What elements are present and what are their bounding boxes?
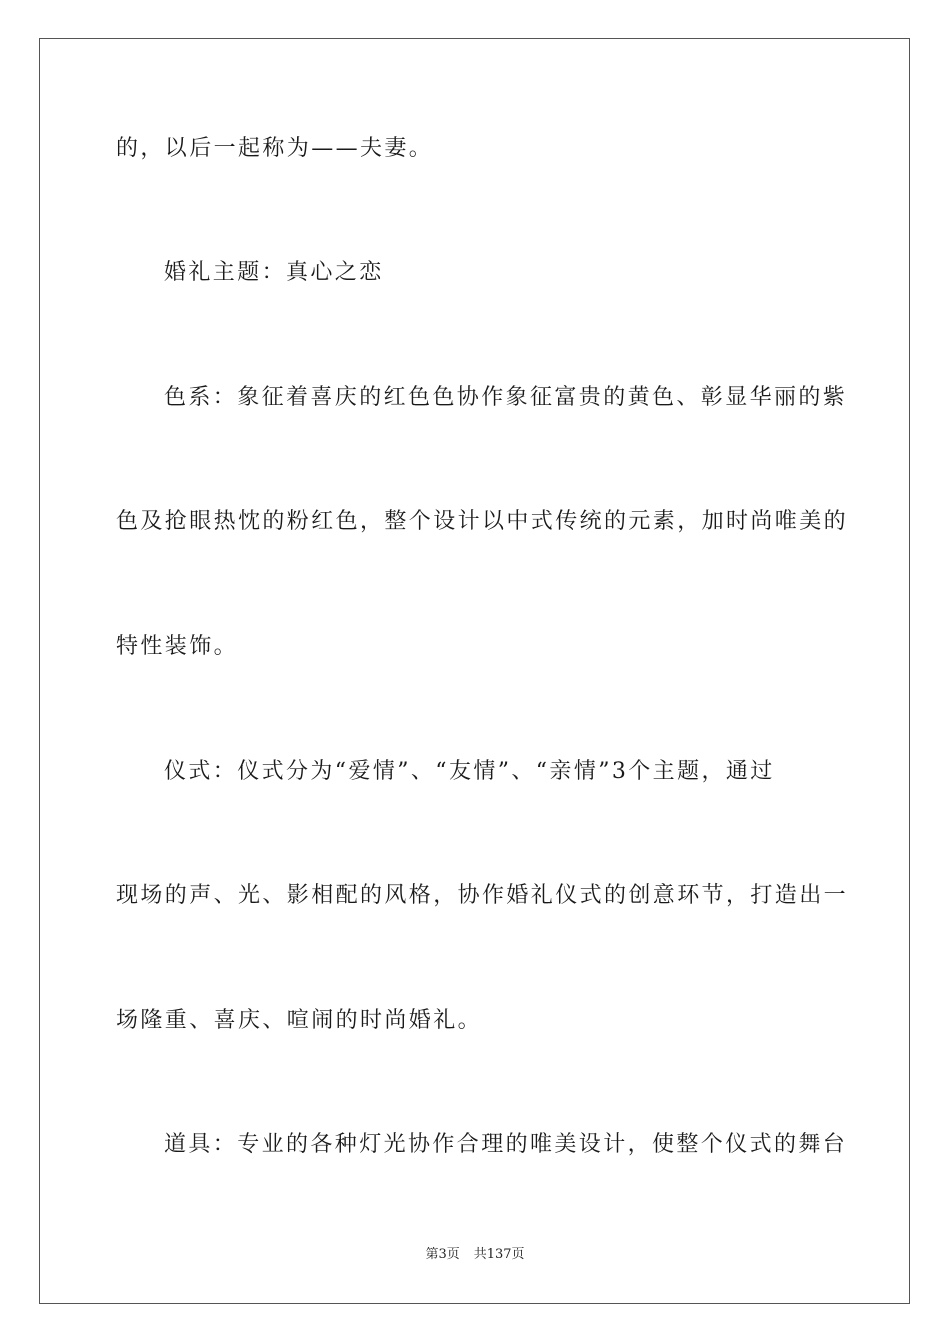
body-text-line: 道具：专业的各种灯光协作合理的唯美设计，使整个仪式的舞台 [164, 1132, 848, 1157]
body-text-line: 色及抢眼热忱的粉红色，整个设计以中式传统的元素，加时尚唯美的 [116, 509, 849, 534]
page-footer [0, 1246, 950, 1264]
body-text-line: 特性装饰。 [116, 634, 239, 659]
page-number-total: 共137页 [473, 1247, 525, 1262]
body-text-line: 现场的声、光、影相配的风格，协作婚礼仪式的创意环节，打造出一 [116, 883, 849, 908]
body-text-line: 的，以后一起称为——夫妻。 [116, 136, 434, 161]
page-border [39, 38, 910, 1304]
body-text-line: 场隆重、喜庆、喧闹的时尚婚礼。 [116, 1008, 483, 1033]
page-number-current: 第3页 [425, 1247, 460, 1262]
body-text-line: 色系：象征着喜庆的红色色协作象征富贵的黄色、彰显华丽的紫 [164, 385, 848, 410]
body-text-line: 婚礼主题：真心之恋 [164, 260, 384, 285]
body-text-line: 仪式：仪式分为“爱情”、“友情”、“亲情”3个主题，通过 [164, 759, 775, 784]
